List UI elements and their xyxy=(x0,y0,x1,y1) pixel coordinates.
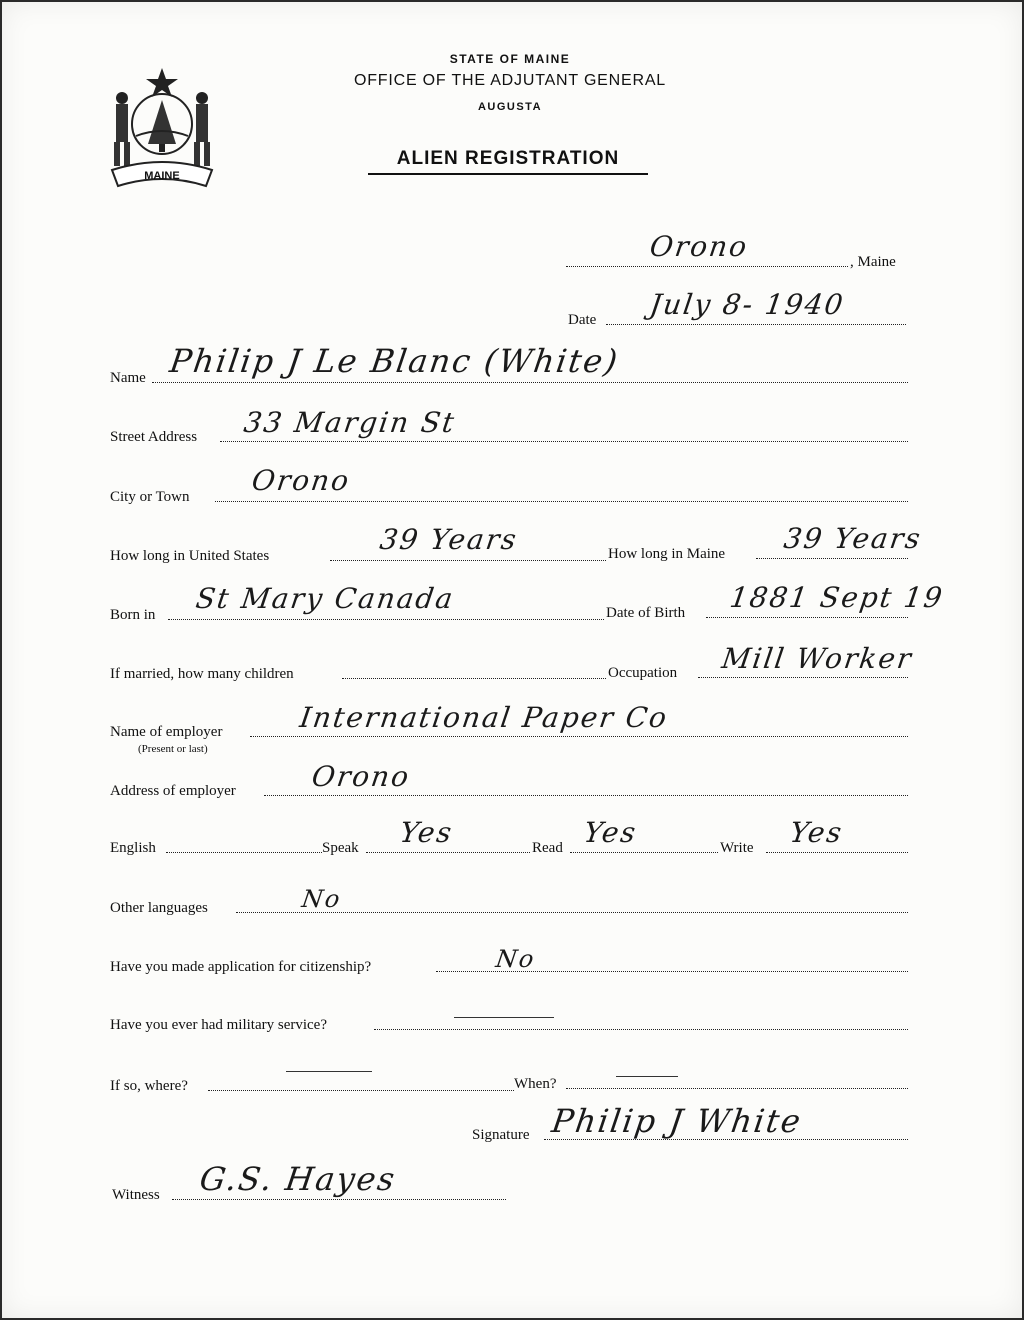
signature-value: Philip J White xyxy=(549,1102,805,1140)
read-label: Read xyxy=(532,840,563,856)
seal-text: MAINE xyxy=(144,170,180,182)
name-value: Philip J Le Blanc (White) xyxy=(167,342,622,380)
born-in-label: Born in xyxy=(110,607,156,623)
when-dash xyxy=(616,1076,678,1077)
other-languages-label: Other languages xyxy=(110,900,208,916)
employer-sublabel: (Present or last) xyxy=(138,743,208,755)
place-suffix: , Maine xyxy=(850,254,896,270)
english-label: English xyxy=(110,840,156,856)
citizenship-value: No xyxy=(494,945,538,973)
write-label: Write xyxy=(720,840,754,856)
occupation-label: Occupation xyxy=(608,665,678,681)
years-us-value: 39 Years xyxy=(377,523,520,556)
years-us-label: How long in United States xyxy=(110,548,270,564)
street-value: 33 Margin St xyxy=(241,406,458,439)
maine-state-seal-icon xyxy=(106,66,218,190)
dob-label: Date of Birth xyxy=(606,605,686,621)
city-label: City or Town xyxy=(110,489,190,505)
employer-label: Name of employer xyxy=(110,724,223,740)
read-value: Yes xyxy=(581,816,640,849)
street-label: Street Address xyxy=(110,429,198,445)
office-heading: OFFICE OF THE ADJUTANT GENERAL xyxy=(353,72,667,89)
date-value: July 8- 1940 xyxy=(647,288,847,321)
where-label: If so, where? xyxy=(110,1078,188,1094)
form-title: ALIEN REGISTRATION xyxy=(368,148,648,175)
employer-value: International Paper Co xyxy=(297,701,671,734)
military-label: Have you ever had military service? xyxy=(110,1017,327,1033)
dob-value: 1881 Sept 19 xyxy=(727,581,947,614)
other-languages-value: No xyxy=(300,885,344,913)
city-value: Orono xyxy=(249,464,353,497)
witness-value: G.S. Hayes xyxy=(197,1160,399,1198)
occupation-value: Mill Worker xyxy=(719,642,915,675)
state-heading: STATE OF MAINE xyxy=(449,52,571,66)
city-heading: AUGUSTA xyxy=(477,101,543,113)
speak-label: Speak xyxy=(322,840,359,856)
write-value: Yes xyxy=(787,816,846,849)
born-in-value: St Mary Canada xyxy=(193,582,457,615)
place-value: Orono xyxy=(647,230,751,263)
employer-address-value: Orono xyxy=(309,760,413,793)
date-label: Date xyxy=(568,312,597,328)
citizenship-label: Have you made application for citizenship? xyxy=(110,959,372,975)
years-maine-value: 39 Years xyxy=(781,522,924,555)
speak-value: Yes xyxy=(397,816,456,849)
signature-label: Signature xyxy=(472,1127,530,1143)
military-dash xyxy=(454,1017,554,1018)
witness-label: Witness xyxy=(112,1187,160,1203)
where-dash xyxy=(286,1071,372,1072)
name-label: Name xyxy=(110,370,146,386)
employer-address-label: Address of employer xyxy=(110,783,236,799)
when-label: When? xyxy=(514,1076,557,1092)
years-maine-label: How long in Maine xyxy=(608,546,726,562)
children-label: If married, how many children xyxy=(110,666,294,682)
